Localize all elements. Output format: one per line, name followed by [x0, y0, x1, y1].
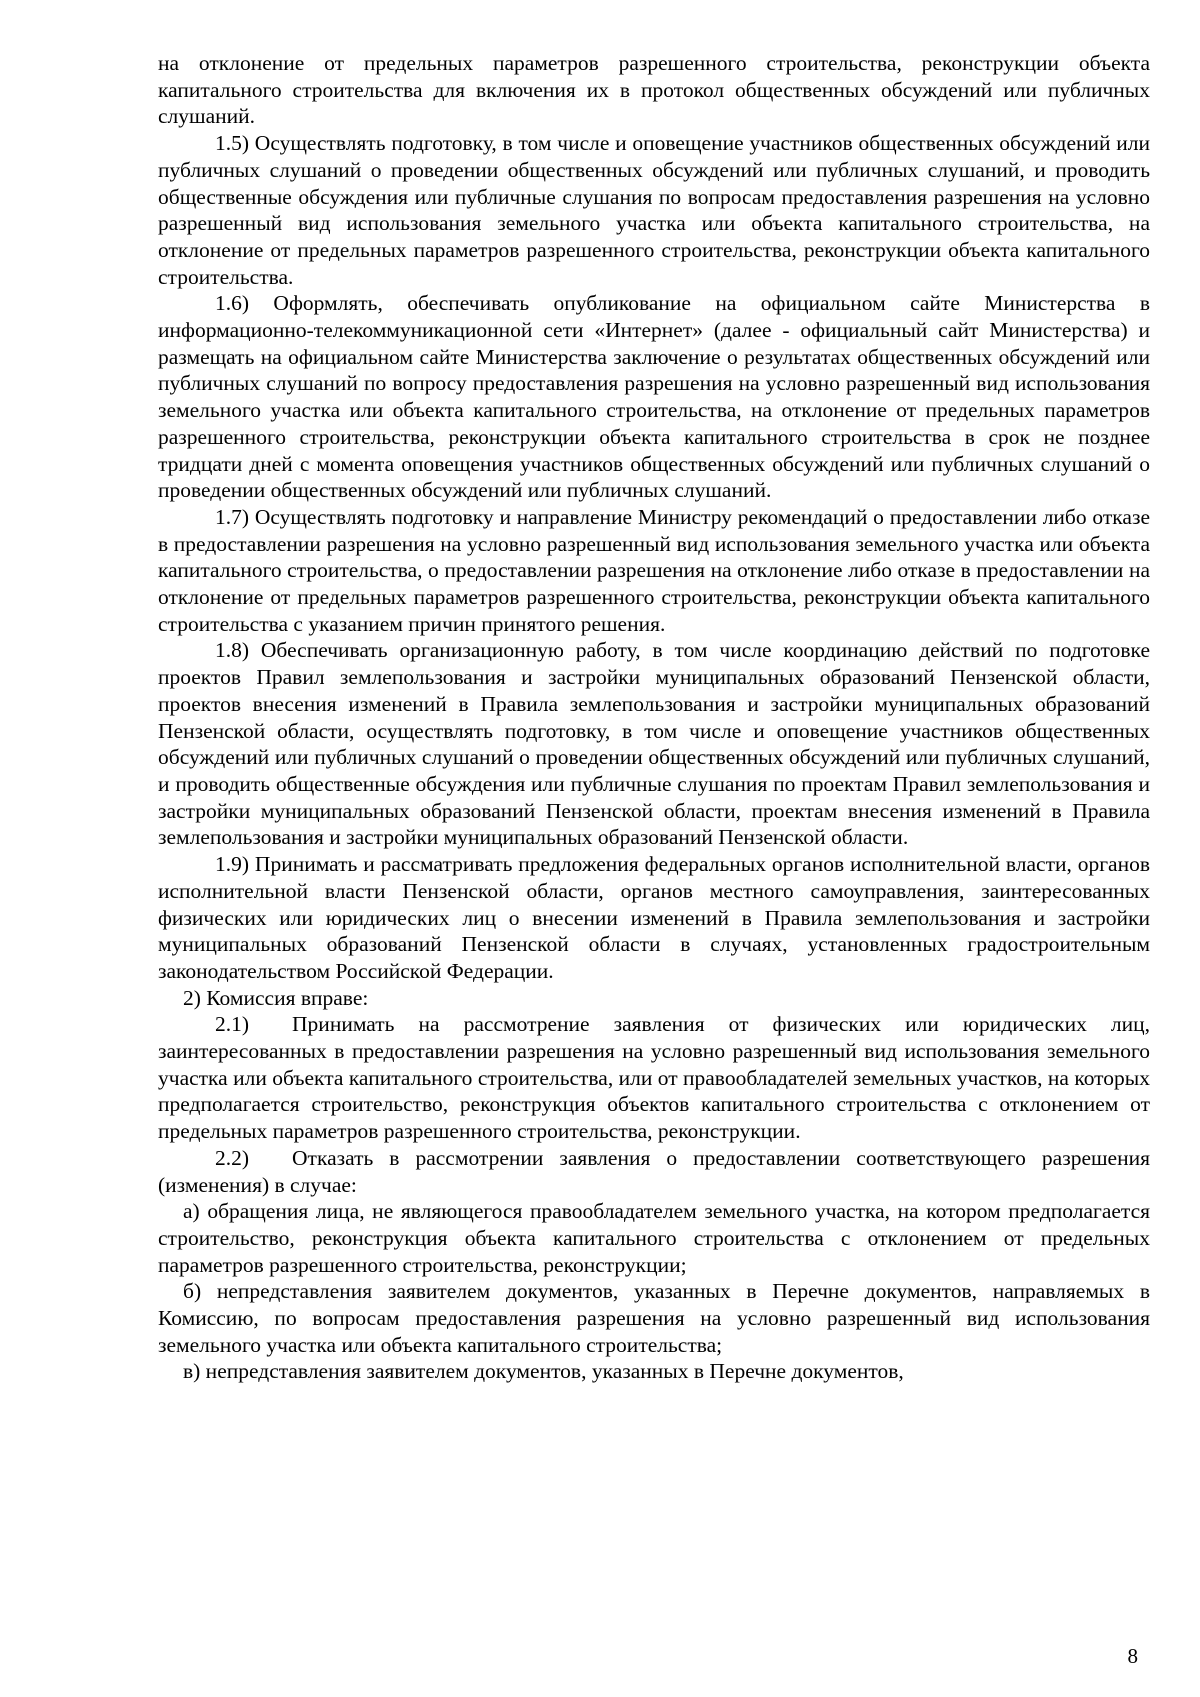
paragraph-1-5: 1.5) Осуществлять подготовку, в том числе и оповещение участников общественных обсуждений или публичных слушаний о проведении общественных обсуждений или публичных слушаний, и проводить общественные обсуждения или публичные слушания по вопросам предоставления разрешения на условно разрешенный вид использования земельного участка или объекта капитального строительства, на отклонение от предельных параметров разрешенного строительства, реконструкции объекта капитального строительства. [158, 131, 1150, 289]
paragraph-2: 2) Комиссия вправе: [183, 985, 369, 1010]
document-body [158, 50, 1150, 1385]
page-number: 8 [1127, 1644, 1138, 1668]
paragraph-2-1: 2.1) Принимать на рассмотрение заявления от физических или юридических лиц, заинтересованных в предоставлении разрешения на условно разрешенный вид использования земельного участка или объекта капитального строительства, или от правообладателей земельных участков, на которых предполагается строительство, реконструкция объектов капитального строительства с отклонением от предельных параметров разрешенного строительства, реконструкции. [158, 1012, 1150, 1144]
paragraph-2-2: 2.2) Отказать в рассмотрении заявления о предоставлении соответствующего разрешения (изменения) в случае: [158, 1145, 1150, 1197]
paragraph-1-6: 1.6) Оформлять, обеспечивать опубликование на официальном сайте Министерства в информационно-телекоммуникационной сети «Интернет» (далее - официальный сайт Министерства) и размещать на официальном сайте Министерства заключение о результатах общественных обсуждений или публичных слушаний по вопросу предоставления разрешения на условно разрешенный вид использования земельного участка или объекта капитального строительства, на отклонение от предельных параметров разрешенного строительства, реконструкции объекта капитального строительства в срок не позднее тридцати дней с момента оповещения участников общественных обсуждений или публичных слушаний о проведении общественных обсуждений или публичных слушаний. [158, 291, 1150, 503]
paragraph-item-b: б) непредставления заявителем документов, указанных в Перечне документов, направляемых в Комиссию, по вопросам предоставления разрешения на условно разрешенный вид использования земельного участка или объекта капитального строительства; [158, 1279, 1150, 1357]
paragraph-1-9: 1.9) Принимать и рассматривать предложения федеральных органов исполнительной власти, органов исполнительной власти Пензенской области, органов местного самоуправления, заинтересованных физических или юридических лиц о внесении изменений в Правила землепользования и застройки муниципальных образований Пензенской области в случаях, установленных градостроительным законодательством Российской Федерации. [158, 852, 1150, 983]
paragraph-item-v: в) непредставления заявителем документов, указанных в Перечне документов, [183, 1359, 904, 1384]
paragraph-item-a: а) обращения лица, не являющегося правообладателем земельного участка, на котором предполагается строительство, реконструкция объекта капитального строительства с отклонением от предельных параметров разрешенного строительства, реконструкции; [158, 1199, 1150, 1277]
paragraph-1-8: 1.8) Обеспечивать организационную работу, в том числе координацию действий по подготовке проектов Правил землепользования и застройки муниципальных образований Пензенской области, проектов внесения изменений в Правила землепользования и застройки муниципальных образований Пензенской области, осуществлять подготовку, в том числе и оповещение участников общественных обсуждений или публичных слушаний о проведении общественных обсуждений или публичных слушаний, и проводить общественные обсуждения или публичные слушания по проектам Правил землепользования и застройки муниципальных образований Пензенской области, проектам внесения изменений в Правила землепользования и застройки муниципальных образований Пензенской области. [158, 638, 1150, 850]
paragraph-continuation: на отклонение от предельных параметров разрешенного строительства, реконструкции объекта капитального строительства для включения их в протокол общественных обсуждений или публичных слушаний. [158, 51, 1150, 129]
paragraph-1-7: 1.7) Осуществлять подготовку и направление Министру рекомендаций о предоставлении либо отказе в предоставлении разрешения на условно разрешенный вид использования земельного участка или объекта капитального строительства, о предоставлении разрешения на отклонение либо отказе в предоставлении на отклонение от предельных параметров разрешенного строительства, реконструкции объекта капитального строительства с указанием причин принятого решения. [158, 504, 1150, 636]
